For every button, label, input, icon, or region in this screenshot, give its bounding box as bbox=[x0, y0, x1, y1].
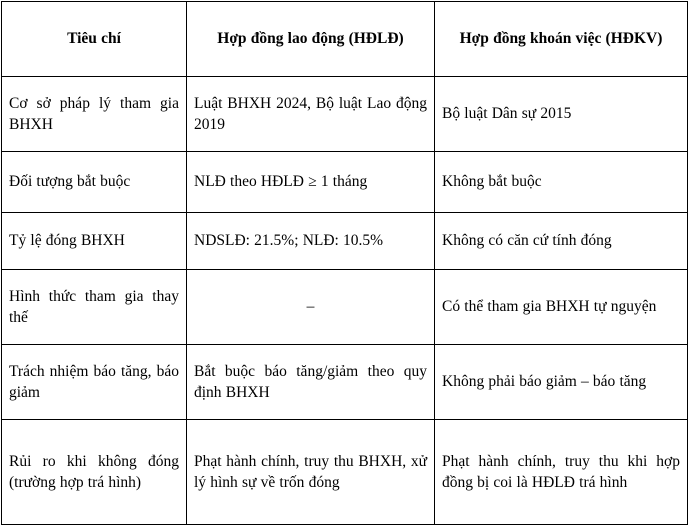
cell-hdld: Bắt buộc báo tăng/giảm theo quy định BHXH bbox=[187, 345, 435, 420]
table-row bbox=[2, 345, 688, 420]
table-header-row bbox=[2, 2, 688, 77]
cell-hdkv: Không bắt buộc bbox=[435, 152, 688, 213]
column-header-hdld: Hợp đồng lao động (HĐLĐ) bbox=[187, 2, 435, 77]
cell-criterion: Rủi ro khi không đóng (trường hợp trá hình) bbox=[2, 420, 187, 525]
comparison-table bbox=[1, 1, 688, 525]
cell-hdkv: Bộ luật Dân sự 2015 bbox=[435, 77, 688, 152]
table-row bbox=[2, 213, 688, 270]
cell-hdkv: Phạt hành chính, truy thu khi hợp đồng bị coi là HĐLĐ trá hình bbox=[435, 420, 688, 525]
cell-hdkv: Không có căn cứ tính đóng bbox=[435, 213, 688, 270]
cell-hdld: NDSLĐ: 21.5%; NLĐ: 10.5% bbox=[187, 213, 435, 270]
cell-hdkv: Không phải báo giảm – báo tăng bbox=[435, 345, 688, 420]
cell-criterion: Hình thức tham gia thay thế bbox=[2, 270, 187, 345]
table-row bbox=[2, 270, 688, 345]
table-row bbox=[2, 152, 688, 213]
cell-criterion: Đối tượng bắt buộc bbox=[2, 152, 187, 213]
cell-criterion: Trách nhiệm báo tăng, báo giảm bbox=[2, 345, 187, 420]
table-row bbox=[2, 420, 688, 525]
table-row bbox=[2, 77, 688, 152]
cell-hdld bbox=[187, 270, 435, 345]
empty-value-dash: – bbox=[306, 298, 315, 316]
cell-hdld: NLĐ theo HĐLĐ ≥ 1 tháng bbox=[187, 152, 435, 213]
column-header-criterion: Tiêu chí bbox=[2, 2, 187, 77]
cell-hdld: Luật BHXH 2024, Bộ luật Lao động 2019 bbox=[187, 77, 435, 152]
document-page bbox=[0, 1, 688, 528]
cell-hdkv: Có thể tham gia BHXH tự nguyện bbox=[435, 270, 688, 345]
cell-criterion: Tỷ lệ đóng BHXH bbox=[2, 213, 187, 270]
table-header bbox=[2, 2, 688, 77]
table-body bbox=[2, 77, 688, 525]
cell-hdld: Phạt hành chính, truy thu BHXH, xử lý hình sự về trốn đóng bbox=[187, 420, 435, 525]
cell-criterion: Cơ sở pháp lý tham gia BHXH bbox=[2, 77, 187, 152]
column-header-hdkv: Hợp đồng khoán việc (HĐKV) bbox=[435, 2, 688, 77]
